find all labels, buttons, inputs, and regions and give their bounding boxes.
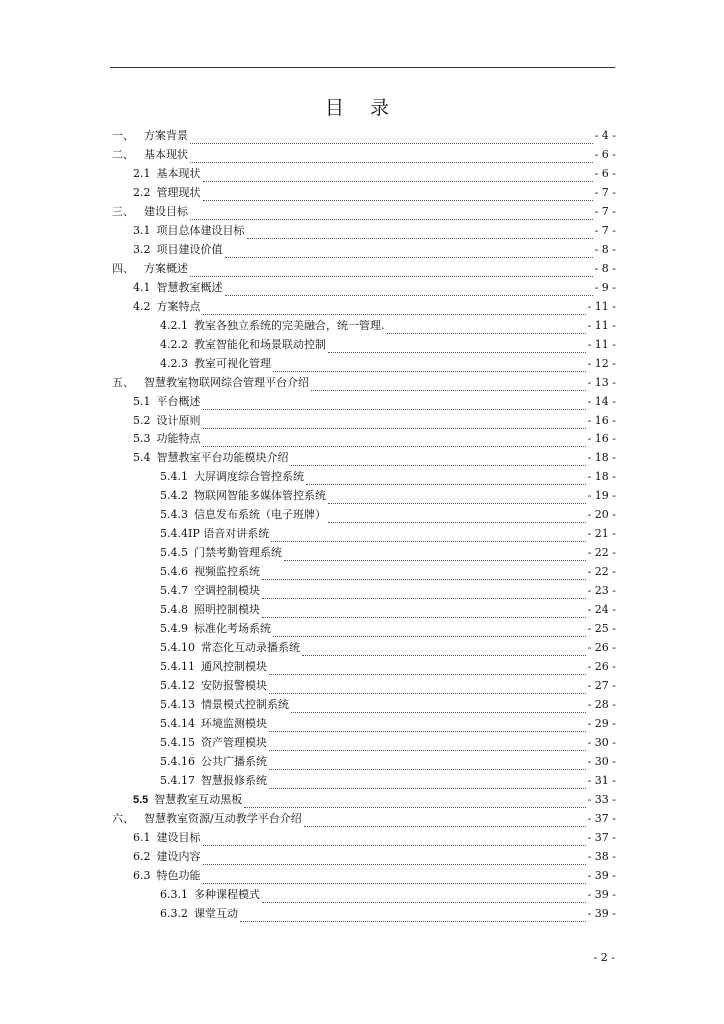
toc-dot-leader (269, 681, 586, 694)
toc-entry-label: 智慧教室物联网综合管理平台介绍 (144, 375, 309, 389)
toc-entry-label: 环境监测模块 (201, 717, 267, 731)
toc-entry[interactable] (110, 848, 616, 867)
toc-entry-page: - 21 - (587, 527, 616, 541)
toc-entry-page: - 19 - (587, 489, 616, 503)
toc-dot-leader (328, 491, 586, 504)
toc-dot-leader (291, 700, 586, 713)
toc-dot-leader (203, 434, 586, 447)
toc-entry[interactable] (110, 241, 616, 260)
toc-entry-number: 5.4.14 (160, 717, 195, 731)
toc-entry-number: 5.4.3 (160, 508, 188, 522)
toc-entry-number: 4.2.1 (160, 318, 188, 332)
toc-entry[interactable] (110, 468, 616, 487)
toc-entry-page: - 11 - (587, 337, 616, 351)
toc-entry-label: 公共广播系统 (201, 754, 267, 768)
toc-entry[interactable] (110, 279, 616, 298)
toc-entry[interactable] (110, 487, 616, 506)
toc-entry-page: - 13 - (587, 375, 616, 389)
toc-entry-label: 平台概述 (156, 394, 201, 408)
toc-entry-page: - 22 - (587, 565, 616, 579)
toc-entry[interactable] (110, 203, 616, 222)
toc-entry-page: - 26 - (587, 660, 616, 674)
toc-entry-number: 5.2 (133, 413, 151, 427)
toc-entry-number: 5.4.12 (160, 679, 195, 693)
toc-entry[interactable] (110, 734, 616, 753)
toc-entry-number: 4.2 (133, 299, 151, 313)
toc-entry[interactable] (110, 260, 616, 279)
toc-entry-label: 信息发布系统（电子班牌） (194, 508, 326, 522)
toc-entry-number: 一、 (112, 128, 134, 142)
toc-entry-label: 智慧教室互动黑板 (154, 792, 243, 806)
toc-entry-label: 门禁考勤管理系统 (194, 546, 282, 560)
toc-entry-page: - 11 - (587, 299, 616, 313)
toc-entry-number: 5.4 (133, 451, 151, 465)
toc-entry[interactable] (110, 886, 616, 905)
toc-entry-label: 视频监控系统 (194, 565, 260, 579)
toc-entry-number: 5.3 (133, 432, 151, 446)
toc-dot-leader (273, 359, 586, 372)
toc-entry-page: - 9 - (594, 280, 616, 294)
toc-entry[interactable] (110, 431, 616, 450)
toc-entry-page: - 8 - (594, 242, 616, 256)
toc-entry-number: 5.4.5 (160, 546, 188, 560)
toc-dot-leader (269, 776, 586, 789)
toc-entry-number: 5.4.11 (160, 660, 195, 674)
toc-entry[interactable] (110, 658, 616, 677)
toc-dot-leader (203, 852, 586, 865)
toc-entry-number: 5.4.17 (160, 773, 195, 787)
toc-entry-number: 2.1 (133, 166, 151, 180)
toc-entry-label: 资产管理模块 (201, 735, 267, 749)
toc-dot-leader (240, 909, 586, 922)
toc-dot-leader (203, 302, 586, 315)
toc-dot-leader (225, 245, 593, 258)
toc-entry[interactable] (110, 810, 616, 829)
toc-entry[interactable] (110, 298, 616, 317)
toc-entry-number: 5.4.7 (160, 584, 188, 598)
toc-entry-page: - 14 - (587, 394, 616, 408)
toc-entry-label: 建设目标 (156, 830, 201, 844)
toc-entry-number: 6.2 (133, 849, 151, 863)
toc-entry-label: 建设内容 (156, 849, 201, 863)
toc-entry-label: 安防报警模块 (201, 679, 267, 693)
toc-entry-page: - 37 - (587, 811, 616, 825)
toc-entry-page: - 11 - (587, 318, 616, 332)
toc-entry-page: - 16 - (587, 413, 616, 427)
toc-entry-page: - 18 - (587, 451, 616, 465)
toc-entry-number: 4.2.2 (160, 337, 188, 351)
page-number: - 2 - (593, 951, 615, 964)
toc-entry[interactable] (110, 867, 616, 886)
toc-entry-label: 功能特点 (156, 432, 201, 446)
toc-entry[interactable] (110, 715, 616, 734)
toc-entry-page: - 30 - (587, 735, 616, 749)
toc-entry-page: - 27 - (587, 679, 616, 693)
toc-entry-number: 三、 (112, 204, 134, 218)
toc-entry-page: - 26 - (587, 641, 616, 655)
toc-entry-label: 管理现状 (156, 185, 201, 199)
toc-entry-label: 多种课程模式 (194, 887, 260, 901)
toc-entry-number: 4.2.3 (160, 356, 188, 370)
toc-dot-leader (203, 416, 586, 429)
toc-entry-label: 基本现状 (156, 166, 201, 180)
toc-dot-leader (262, 567, 586, 580)
toc-entry-number: 五、 (112, 375, 134, 389)
toc-entry[interactable] (110, 582, 616, 601)
toc-entry[interactable] (110, 829, 616, 848)
toc-dot-leader (203, 188, 593, 201)
toc-dot-leader (203, 169, 593, 182)
toc-entry-page: - 28 - (587, 698, 616, 712)
toc-dot-leader (328, 510, 586, 523)
toc-entry-page: - 25 - (587, 622, 616, 636)
toc-entry-number: 3.1 (133, 223, 151, 237)
toc-entry-label: 方案概述 (144, 261, 188, 275)
toc-entry-number: 5.4.9 (160, 622, 188, 636)
toc-entry-page: - 18 - (587, 470, 616, 484)
toc-entry-label: 教室智能化和场景联动控制 (194, 337, 326, 351)
toc-entry-number: 4.1 (133, 280, 151, 294)
toc-dot-leader (190, 150, 593, 163)
toc-entry-number: 6.3 (133, 868, 151, 882)
toc-entry-number: 2.2 (133, 185, 151, 199)
toc-dot-leader (328, 340, 586, 353)
toc-entry-number: 5.4.8 (160, 603, 188, 617)
toc-entry[interactable] (110, 563, 616, 582)
page-title: 目 录 (324, 97, 400, 119)
toc-entry-label: 物联网智能多媒体管控系统 (194, 489, 326, 503)
toc-entry-page: - 7 - (594, 204, 616, 218)
toc-entry[interactable] (110, 184, 616, 203)
toc-dot-leader (225, 283, 593, 296)
toc-dot-leader (273, 624, 586, 637)
toc-entry[interactable] (110, 127, 616, 146)
toc-entry-number: 6.3.2 (160, 906, 188, 920)
toc-dot-leader (262, 890, 586, 903)
toc-entry-number: 3.2 (133, 242, 151, 256)
toc-entry-number: 5.4.1 (160, 470, 188, 484)
toc-entry-page: - 6 - (594, 166, 616, 180)
toc-entry-label: 方案特点 (156, 299, 201, 313)
toc-entry-page: - 6 - (594, 147, 616, 161)
toc-entry-label: 大屏调度综合管控系统 (194, 470, 304, 484)
toc-entry[interactable] (110, 620, 616, 639)
toc-entry[interactable] (110, 374, 616, 393)
toc-entry[interactable] (110, 146, 616, 165)
toc-dot-leader (190, 264, 593, 277)
toc-dot-leader (304, 814, 586, 827)
toc-entry[interactable] (110, 506, 616, 525)
toc-entry-number: 5.4.10 (160, 641, 195, 655)
toc-entry[interactable] (110, 165, 616, 184)
toc-entry-page: - 23 - (587, 584, 616, 598)
toc-entry-page: - 24 - (587, 603, 616, 617)
toc-entry-label: 教室各独立系统的完美融合，统一管理. (194, 318, 385, 332)
toc-entry-number: 5.4.16 (160, 754, 195, 768)
toc-entry-number: 5.4.13 (160, 698, 195, 712)
toc-entry-number: 6.3.1 (160, 887, 188, 901)
toc-entry-label: 智慧报修系统 (201, 773, 267, 787)
toc-entry-label: 项目建设价值 (156, 242, 223, 256)
toc-entry[interactable] (110, 677, 616, 696)
toc-entry-number: 5.4.4 (160, 527, 188, 541)
toc-dot-leader (244, 795, 585, 808)
toc-entry-page: - 39 - (587, 887, 616, 901)
toc-entry-page: - 22 - (587, 546, 616, 560)
toc-entry-label: 标准化考场系统 (194, 622, 271, 636)
toc-dot-leader (262, 605, 586, 618)
toc-entry-label: 方案背景 (144, 128, 188, 142)
toc-entry-number: 5.4.6 (160, 565, 188, 579)
toc-entry-number: 5.1 (133, 394, 151, 408)
toc-entry-label: 智慧教室概述 (156, 280, 223, 294)
toc-dot-leader (203, 871, 586, 884)
toc-entry-label: 设计原则 (156, 413, 201, 427)
toc-entry-number: 5.4.15 (160, 735, 195, 749)
toc-dot-leader (247, 226, 593, 239)
toc-entry[interactable] (110, 317, 616, 336)
toc-dot-leader (269, 719, 586, 732)
toc-entry[interactable] (110, 601, 616, 620)
toc-entry[interactable] (110, 355, 616, 374)
toc-entry-number: 5.4.2 (160, 489, 188, 503)
toc-entry[interactable] (110, 544, 616, 563)
toc-entry-label: IP 语音对讲系统 (188, 527, 270, 541)
toc-entry-page: - 7 - (594, 185, 616, 199)
toc-dot-leader (190, 207, 593, 220)
toc-dot-leader (311, 378, 586, 391)
toc-entry[interactable] (110, 412, 616, 431)
header-rule (110, 67, 615, 68)
toc-dot-leader (271, 529, 585, 542)
toc-entry-label: 情景模式控制系统 (201, 698, 289, 712)
toc-entry-label: 常态化互动录播系统 (201, 641, 300, 655)
toc-entry[interactable] (110, 905, 616, 924)
toc-entry-page: - 12 - (587, 356, 616, 370)
toc-entry[interactable] (110, 525, 616, 544)
toc-entry-number: 6.1 (133, 830, 151, 844)
toc-entry-page: - 31 - (587, 773, 616, 787)
toc-entry-label: 智慧教室资源/互动教学平台介绍 (144, 811, 302, 825)
toc-entry-label: 基本现状 (144, 147, 188, 161)
toc-entry[interactable] (110, 791, 616, 810)
toc-dot-leader (284, 548, 586, 561)
toc-entry-page: - 20 - (587, 508, 616, 522)
toc-entry-page: - 30 - (587, 754, 616, 768)
toc-dot-leader (291, 453, 586, 466)
toc-entry-label: 空调控制模块 (194, 584, 260, 598)
toc-dot-leader (190, 131, 593, 144)
toc-entry-page: - 29 - (587, 717, 616, 731)
toc-entry-label: 智慧教室平台功能模块介绍 (156, 451, 289, 465)
toc-entry-page: - 33 - (587, 792, 616, 806)
toc-dot-leader (269, 738, 586, 751)
toc-entry-page: - 8 - (594, 261, 616, 275)
toc-entry-label: 课堂互动 (194, 906, 238, 920)
toc-entry-page: - 39 - (587, 906, 616, 920)
toc-dot-leader (269, 757, 586, 770)
toc-entry-number: 六、 (112, 811, 134, 825)
toc-entry-page: - 4 - (594, 128, 616, 142)
toc-entry-label: 照明控制模块 (194, 603, 260, 617)
toc-entry-label: 建设目标 (144, 204, 188, 218)
toc-entry-page: - 37 - (587, 830, 616, 844)
toc-entry-label: 特色功能 (156, 868, 201, 882)
toc-entry-number: 5.5 (133, 793, 149, 806)
table-of-contents (110, 127, 616, 924)
toc-dot-leader (203, 397, 586, 410)
toc-entry[interactable] (110, 696, 616, 715)
toc-entry-label: 教室可视化管理 (194, 356, 271, 370)
toc-dot-leader (302, 643, 586, 656)
toc-entry[interactable] (110, 772, 616, 791)
toc-dot-leader (269, 662, 586, 675)
toc-entry-label: 通风控制模块 (201, 660, 267, 674)
toc-entry-label: 项目总体建设目标 (156, 223, 245, 237)
toc-entry-page: - 39 - (587, 868, 616, 882)
toc-entry[interactable] (110, 449, 616, 468)
toc-entry[interactable] (110, 753, 616, 772)
toc-dot-leader (306, 472, 586, 485)
toc-entry[interactable] (110, 336, 616, 355)
toc-entry-page: - 16 - (587, 432, 616, 446)
toc-entry-number: 四、 (112, 261, 134, 275)
toc-entry-number: 二、 (112, 147, 134, 161)
toc-entry[interactable] (110, 639, 616, 658)
toc-entry[interactable] (110, 393, 616, 412)
toc-dot-leader (203, 833, 586, 846)
toc-dot-leader (262, 586, 586, 599)
toc-entry[interactable] (110, 222, 616, 241)
toc-entry-page: - 7 - (594, 223, 616, 237)
toc-entry-page: - 38 - (587, 849, 616, 863)
toc-dot-leader (387, 321, 586, 334)
